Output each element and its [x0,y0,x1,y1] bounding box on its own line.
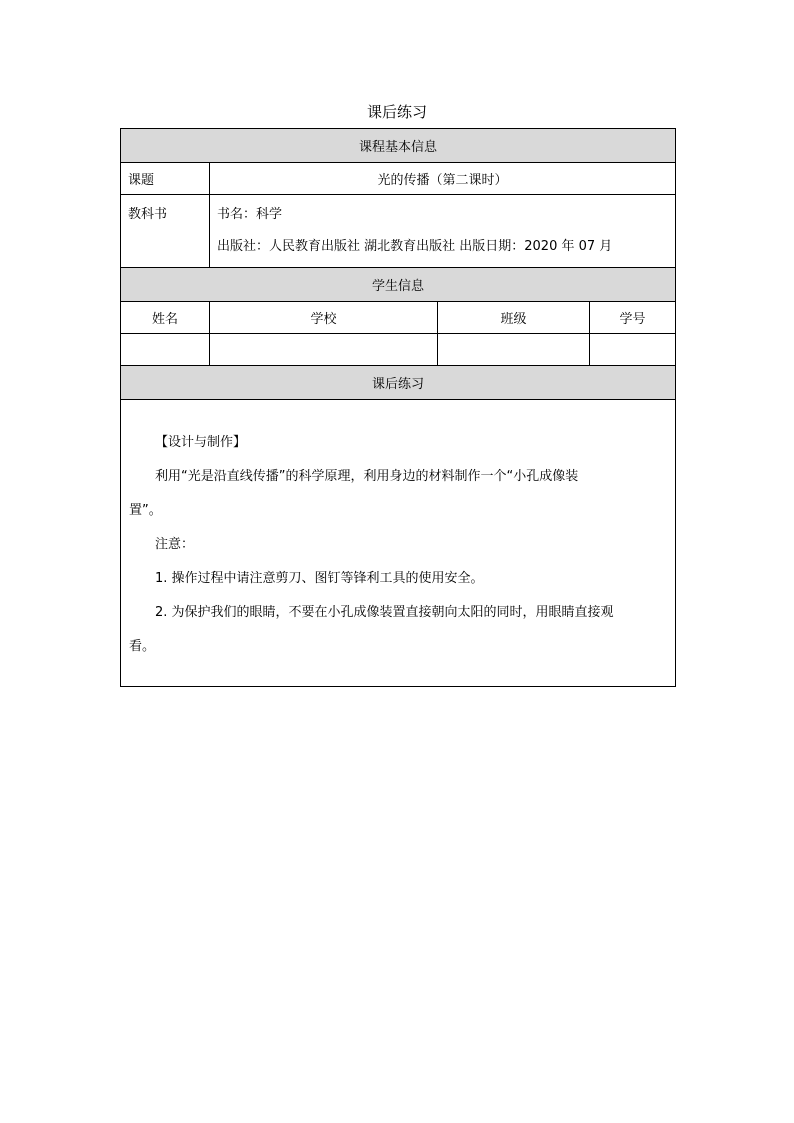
school-field[interactable] [210,334,438,366]
note-1: 1. 操作过程中请注意剪刀、图钉等锋利工具的使用安全。 [155,571,484,586]
course-info-table [120,128,676,687]
document-title: 课后练习 [366,103,427,121]
student-id-field[interactable] [590,334,676,366]
note-2-line1: 2. 为保护我们的眼睛，不要在小孔成像装置直接朝向太阳的同时，用眼睛直接观 [155,605,614,620]
topic-label: 课题 [121,163,210,195]
name-column-header: 姓名 [121,302,210,334]
note-2-line2: 看。 [129,639,156,654]
class-field[interactable] [438,334,590,366]
exercise-content [121,400,676,687]
exercise-heading: 【设计与制作】 [155,435,247,450]
task-text-line2: 置”。 [129,503,162,518]
course-info-header: 课程基本信息 [121,129,676,163]
book-name: 书名：科学 [217,207,283,222]
student-id-column-header: 学号 [590,302,676,334]
student-info-header: 学生信息 [121,268,676,302]
school-column-header: 学校 [210,302,438,334]
task-text-line1: 利用“光是沿直线传播”的科学原理，利用身边的材料制作一个“小孔成像装 [155,469,579,484]
notes-label: 注意： [155,537,195,552]
textbook-info [210,195,676,268]
textbook-label: 教科书 [121,195,210,268]
topic-value: 光的传播（第二课时） [210,163,676,195]
class-column-header: 班级 [438,302,590,334]
exercise-header: 课后练习 [121,366,676,400]
name-field[interactable] [121,334,210,366]
publisher-line: 出版社：人民教育出版社 湖北教育出版社 出版日期：2020 年 07 月 [217,239,613,254]
